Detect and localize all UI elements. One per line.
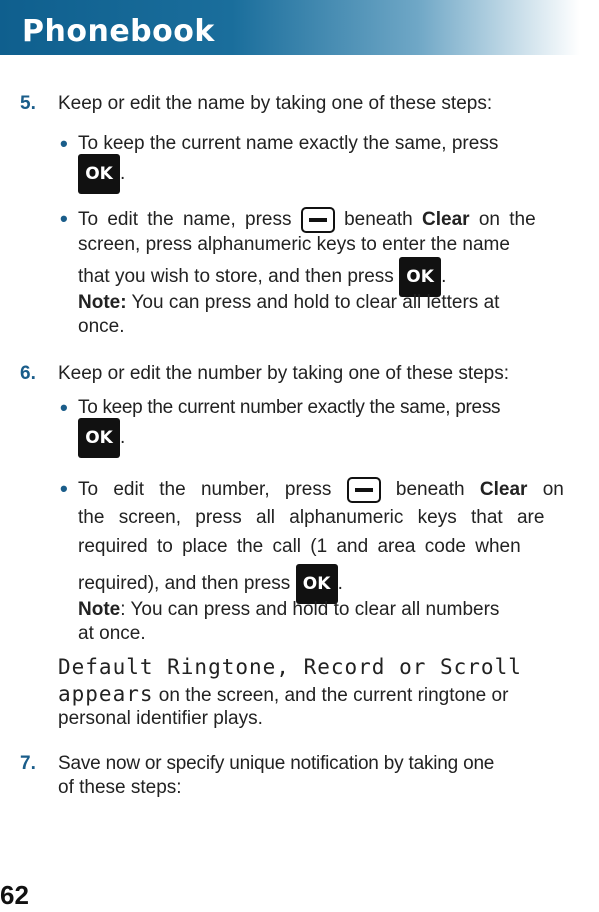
bullet-text-after: . — [120, 163, 126, 185]
bullet-edit-name-line1: To edit the name, press beneath Clear on the — [78, 207, 599, 233]
display-message-line1 — [58, 655, 599, 681]
note-number-line2: at once. — [78, 623, 146, 644]
note-label: Note — [78, 599, 121, 620]
step-text: of these steps: — [58, 777, 182, 798]
bullet-marker: • — [60, 395, 68, 420]
note-name: Note: You can press and hold to clear all letters at — [78, 292, 500, 313]
bullet-keep-name-key-line — [78, 154, 599, 194]
display-message-text: Default Ringtone, Record or Scroll — [58, 655, 522, 679]
ok-key-icon: OK — [78, 154, 120, 194]
bullet-keep-number-key-line: OK . — [78, 418, 599, 458]
bullet-edit-number-line4: required), and then press OK . — [78, 564, 599, 604]
bullet-marker: • — [60, 206, 68, 231]
bullet-edit-number-line2: the screen, press all alphanumeric keys that are — [78, 507, 545, 528]
ok-key-icon: OK — [78, 418, 120, 458]
step-text: Keep or edit the number by taking one of these steps: — [58, 363, 510, 384]
ok-key-icon: OK — [399, 257, 441, 297]
display-message-line3: personal identifier plays. — [58, 708, 263, 729]
bullet-text: To keep the current name exactly the same, press — [78, 133, 499, 154]
step-number: 7. — [20, 753, 36, 774]
page-number: 62 — [0, 880, 29, 910]
bullet-keep-name — [78, 132, 599, 156]
clear-label: Clear — [479, 479, 528, 501]
soft-key-icon — [347, 477, 381, 503]
bullet-text: To keep the current number exactly the same, press — [78, 397, 501, 418]
bullet-edit-name-line3: that you wish to store, and then press OK . — [78, 257, 599, 297]
bullet-keep-number — [78, 396, 599, 420]
ok-key-icon: OK — [296, 564, 338, 604]
clear-label: Clear — [422, 209, 470, 231]
bullet-edit-number-line3: required to place the call (1 and area code when — [78, 536, 521, 557]
bullet-marker: • — [60, 131, 68, 156]
step-text: Keep or edit the name by taking one of these steps: — [58, 93, 493, 114]
step-text: Save now or specify unique notification by taking one — [58, 753, 495, 774]
step-number: 5. — [20, 93, 36, 114]
display-message-line2: appears on the screen, and the current ringtone or — [58, 682, 509, 706]
note-name-line2: once. — [78, 316, 125, 337]
bullet-edit-number-line1: To edit the number, press beneath Clear on — [78, 477, 599, 503]
step-number: 6. — [20, 363, 36, 384]
note-label: Note: — [78, 292, 127, 313]
section-title: Phonebook — [22, 14, 215, 49]
note-number: Note: You can press and hold to clear all numbers — [78, 599, 500, 620]
section-header — [0, 0, 580, 55]
display-message-text: appears — [58, 682, 154, 706]
bullet-marker: • — [60, 476, 68, 501]
soft-key-icon — [301, 207, 335, 233]
bullet-edit-name-line2: screen, press alphanumeric keys to enter the name — [78, 234, 510, 255]
